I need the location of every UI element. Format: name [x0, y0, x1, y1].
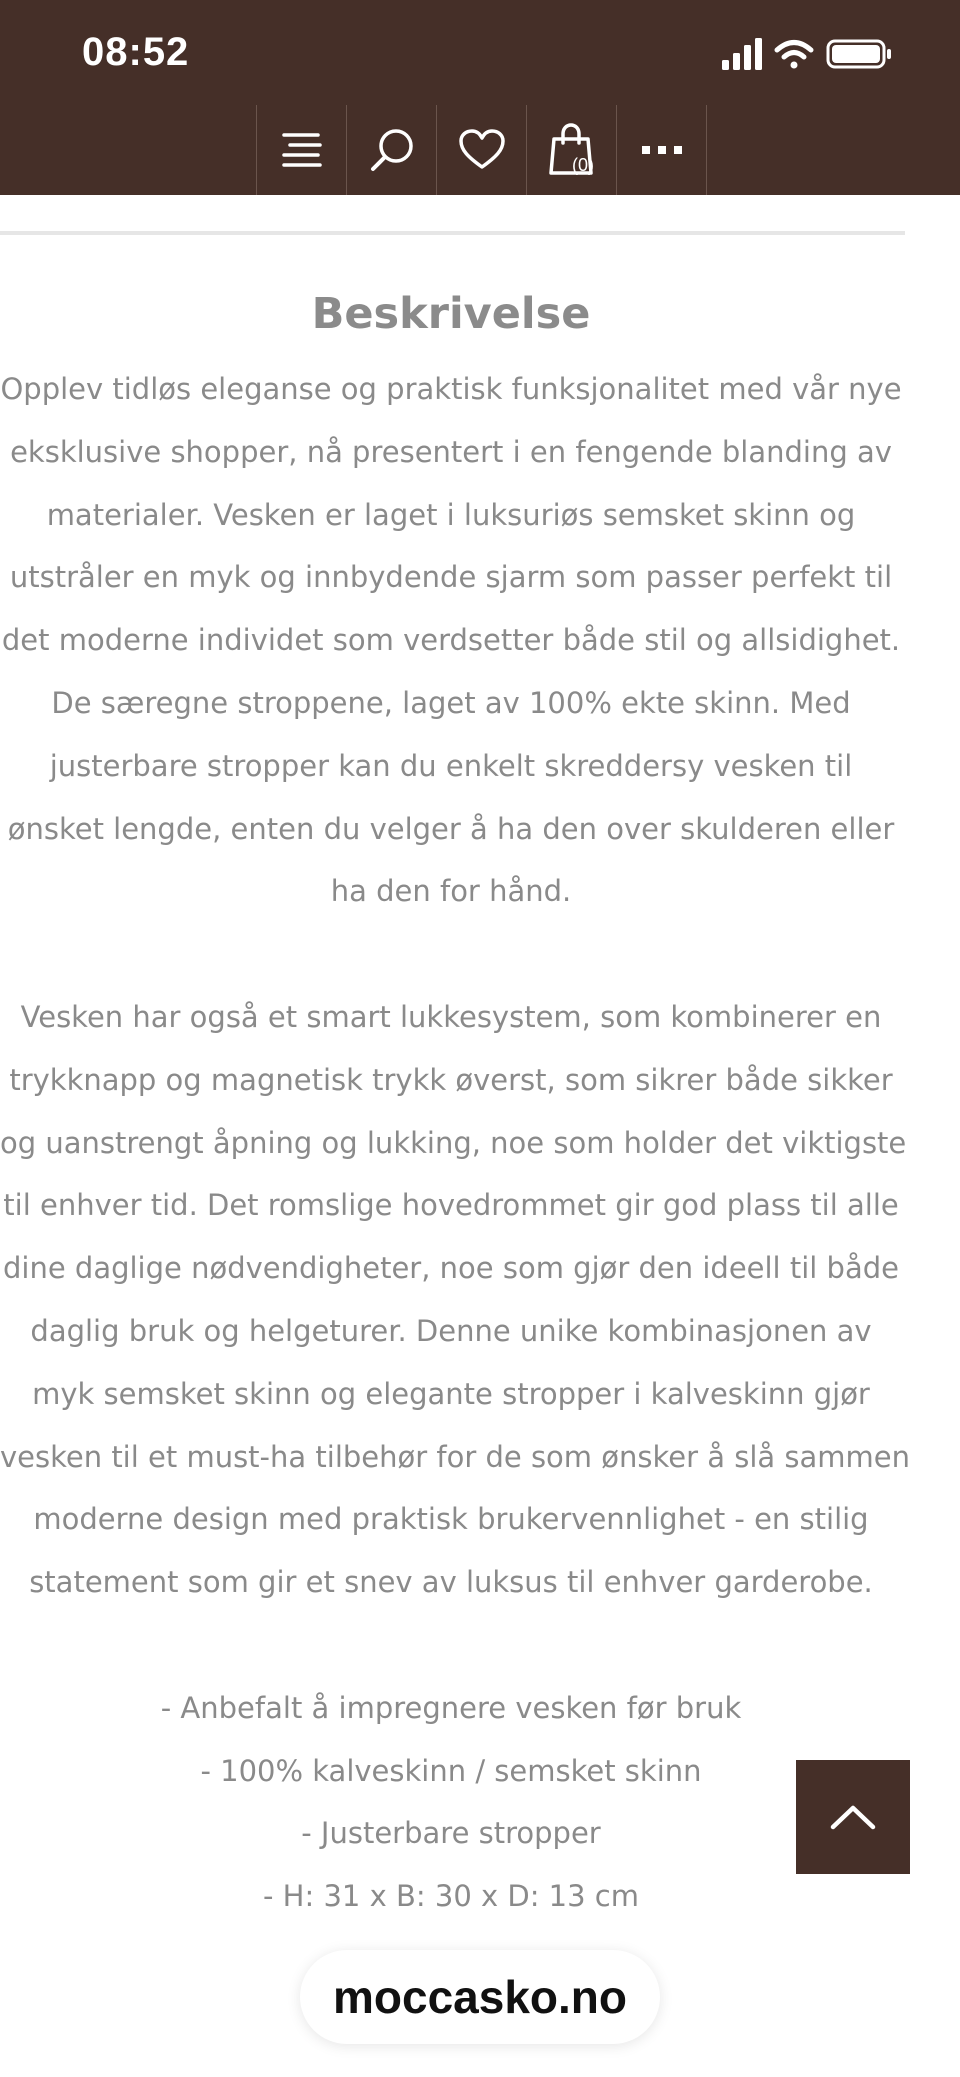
- header-nav: [256, 105, 707, 195]
- signal-icon: [722, 38, 762, 70]
- browser-address-pill[interactable]: [300, 1950, 660, 2044]
- more-icon: [640, 144, 684, 156]
- feature-list: [0, 1677, 902, 1928]
- heart-icon: [458, 129, 506, 171]
- description-line: til enhver tid. Det romslige hovedrommet gir god plass til alle: [3, 1188, 899, 1223]
- search-icon: [368, 126, 416, 174]
- menu-icon: [280, 130, 324, 170]
- feature-item: - 100% kalveskinn / semsket skinn: [200, 1753, 702, 1788]
- wifi-icon: [777, 43, 811, 69]
- description-line: og uanstrengt åpning og lukking, noe som holder det viktigste: [0, 1125, 907, 1160]
- browser-domain: moccasko.no: [333, 1971, 627, 2023]
- description-line: eksklusive shopper, nå presentert i en fengende blanding av: [10, 434, 892, 469]
- description-paragraph-2: [0, 986, 910, 1614]
- cart-count: (0): [572, 155, 594, 175]
- description-line: Opplev tidløs eleganse og praktisk funksjonalitet med vår nye: [0, 372, 902, 406]
- menu-button[interactable]: [256, 105, 346, 195]
- feature-item: - H: 31 x B: 30 x D: 13 cm: [263, 1879, 639, 1914]
- paragraph-spacer: [0, 923, 902, 986]
- description-line: De særegne stroppene, laget av 100% ekte skinn. Med: [51, 685, 851, 720]
- cart-button[interactable]: [526, 105, 616, 195]
- chevron-up-icon: [829, 1803, 877, 1831]
- description-line: det moderne individet som verdsetter både stil og allsidighet.: [1, 623, 901, 658]
- description-line: daglig bruk og helgeturer. Denne unike kombinasjonen av: [30, 1313, 872, 1348]
- description-line: vesken til et must-ha tilbehør for de som ønsker å slå sammen: [0, 1439, 910, 1474]
- description-line: utstråler en myk og innbydende sjarm som passer perfekt til: [9, 560, 893, 595]
- description-line: ha den for hånd.: [330, 874, 572, 909]
- status-time: 08:52: [82, 30, 190, 74]
- description-line: moderne design med praktisk brukervennlighet - en stilig: [33, 1502, 869, 1537]
- description-line: dine daglige nødvendigheter, noe som gjør den ideell til både: [3, 1251, 899, 1286]
- paragraph-spacer: [0, 1614, 902, 1677]
- section-divider: [0, 231, 905, 235]
- battery-icon: [828, 41, 891, 67]
- top-bar: [0, 0, 960, 195]
- description-line: materialer. Vesken er laget i luksuriøs semsket skinn og: [46, 497, 856, 532]
- description-line: statement som gir et snev av luksus til enhver garderobe.: [29, 1565, 873, 1600]
- description-line: myk semsket skinn og elegante stropper i kalveskinn gjør: [32, 1376, 870, 1411]
- scroll-to-top-button[interactable]: [796, 1760, 910, 1874]
- feature-item: - Justerbare stropper: [301, 1816, 601, 1851]
- wishlist-button[interactable]: [436, 105, 526, 195]
- description-paragraph-1: [0, 358, 902, 923]
- description-line: trykknapp og magnetisk trykk øverst, som sikrer både sikker: [9, 1062, 893, 1097]
- description-line: justerbare stropper kan du enkelt skreddersy vesken til: [49, 748, 853, 783]
- description-section: [0, 270, 910, 1928]
- feature-item: - Anbefalt å impregnere vesken før bruk: [160, 1690, 742, 1725]
- search-button[interactable]: [346, 105, 436, 195]
- description-heading: Beskrivelse: [311, 289, 591, 339]
- description-line: ønsket lengde, enten du velger å ha den over skulderen eller: [7, 811, 895, 846]
- more-button[interactable]: [616, 105, 707, 195]
- status-icons: [722, 36, 902, 72]
- description-line: Vesken har også et smart lukkesystem, som kombinerer en: [20, 999, 882, 1034]
